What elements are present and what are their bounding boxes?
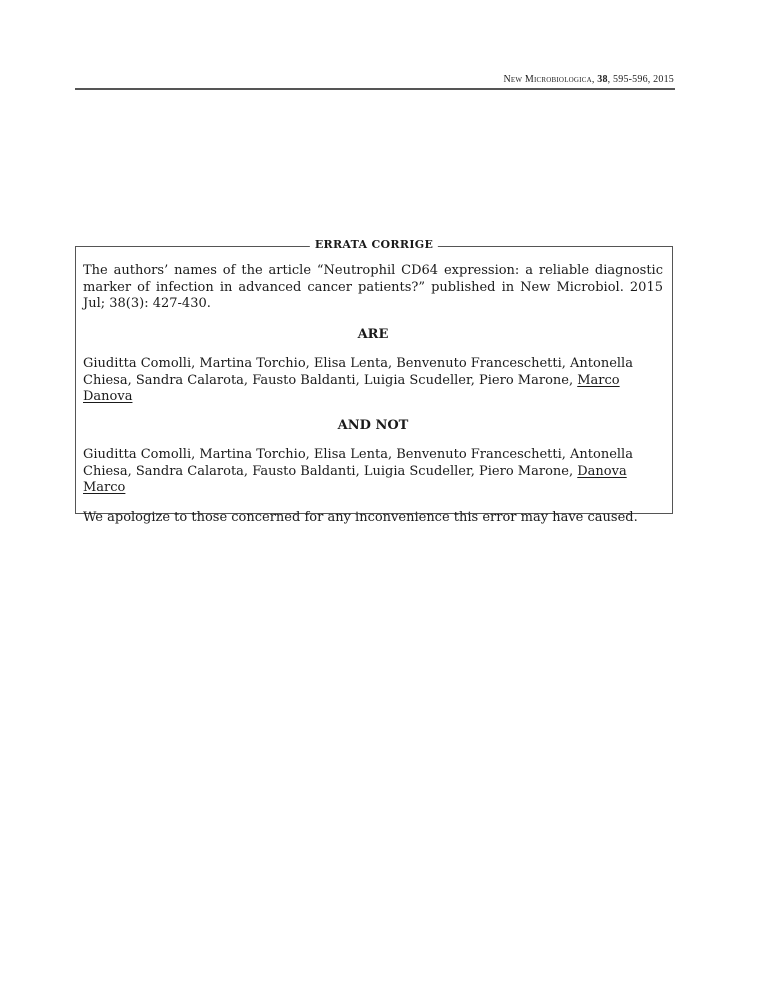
errata-intro: The authors’ names of the article “Neutrophil CD64 expression: a reliable diagnostic marker of infection in advanced cancer patients?” published in New Microbiol. 2015 Jul; 38(3): 427-430. [83, 263, 663, 311]
journal-volume: 38 [597, 74, 608, 85]
header-rule [75, 88, 675, 90]
correct-authors: Giuditta Comolli, Martina Torchio, Elisa Lenta, Benvenuto Franceschetti, Antonella Chiesa, Sandra Calarota, Fausto Baldanti, Luigia Scudeller, Piero Marone, [83, 356, 633, 388]
wrong-heading: AND NOT [337, 417, 409, 433]
correct-author-list [83, 356, 663, 406]
correct-heading: ARE [357, 326, 389, 342]
journal-pages-year: , 595-596, 2015 [607, 74, 674, 85]
journal-name: New Microbiologica, [503, 74, 595, 85]
running-head [504, 74, 674, 85]
wrong-author-highlight: Danova Marco [83, 463, 627, 495]
wrong-author-list [83, 447, 663, 497]
errata-title: ERRATA CORRIGE [310, 238, 438, 251]
errata-box [75, 238, 673, 525]
wrong-authors: Giuditta Comolli, Martina Torchio, Elisa Lenta, Benvenuto Franceschetti, Antonella Chiesa, Sandra Calarota, Fausto Baldanti, Luigia Scudeller, Piero Marone, [83, 447, 633, 479]
apology-text: We apologize to those concerned for any inconvenience this error may have caused. [83, 509, 638, 525]
correct-author-highlight: Marco Danova [83, 372, 620, 404]
errata-content [83, 263, 663, 526]
